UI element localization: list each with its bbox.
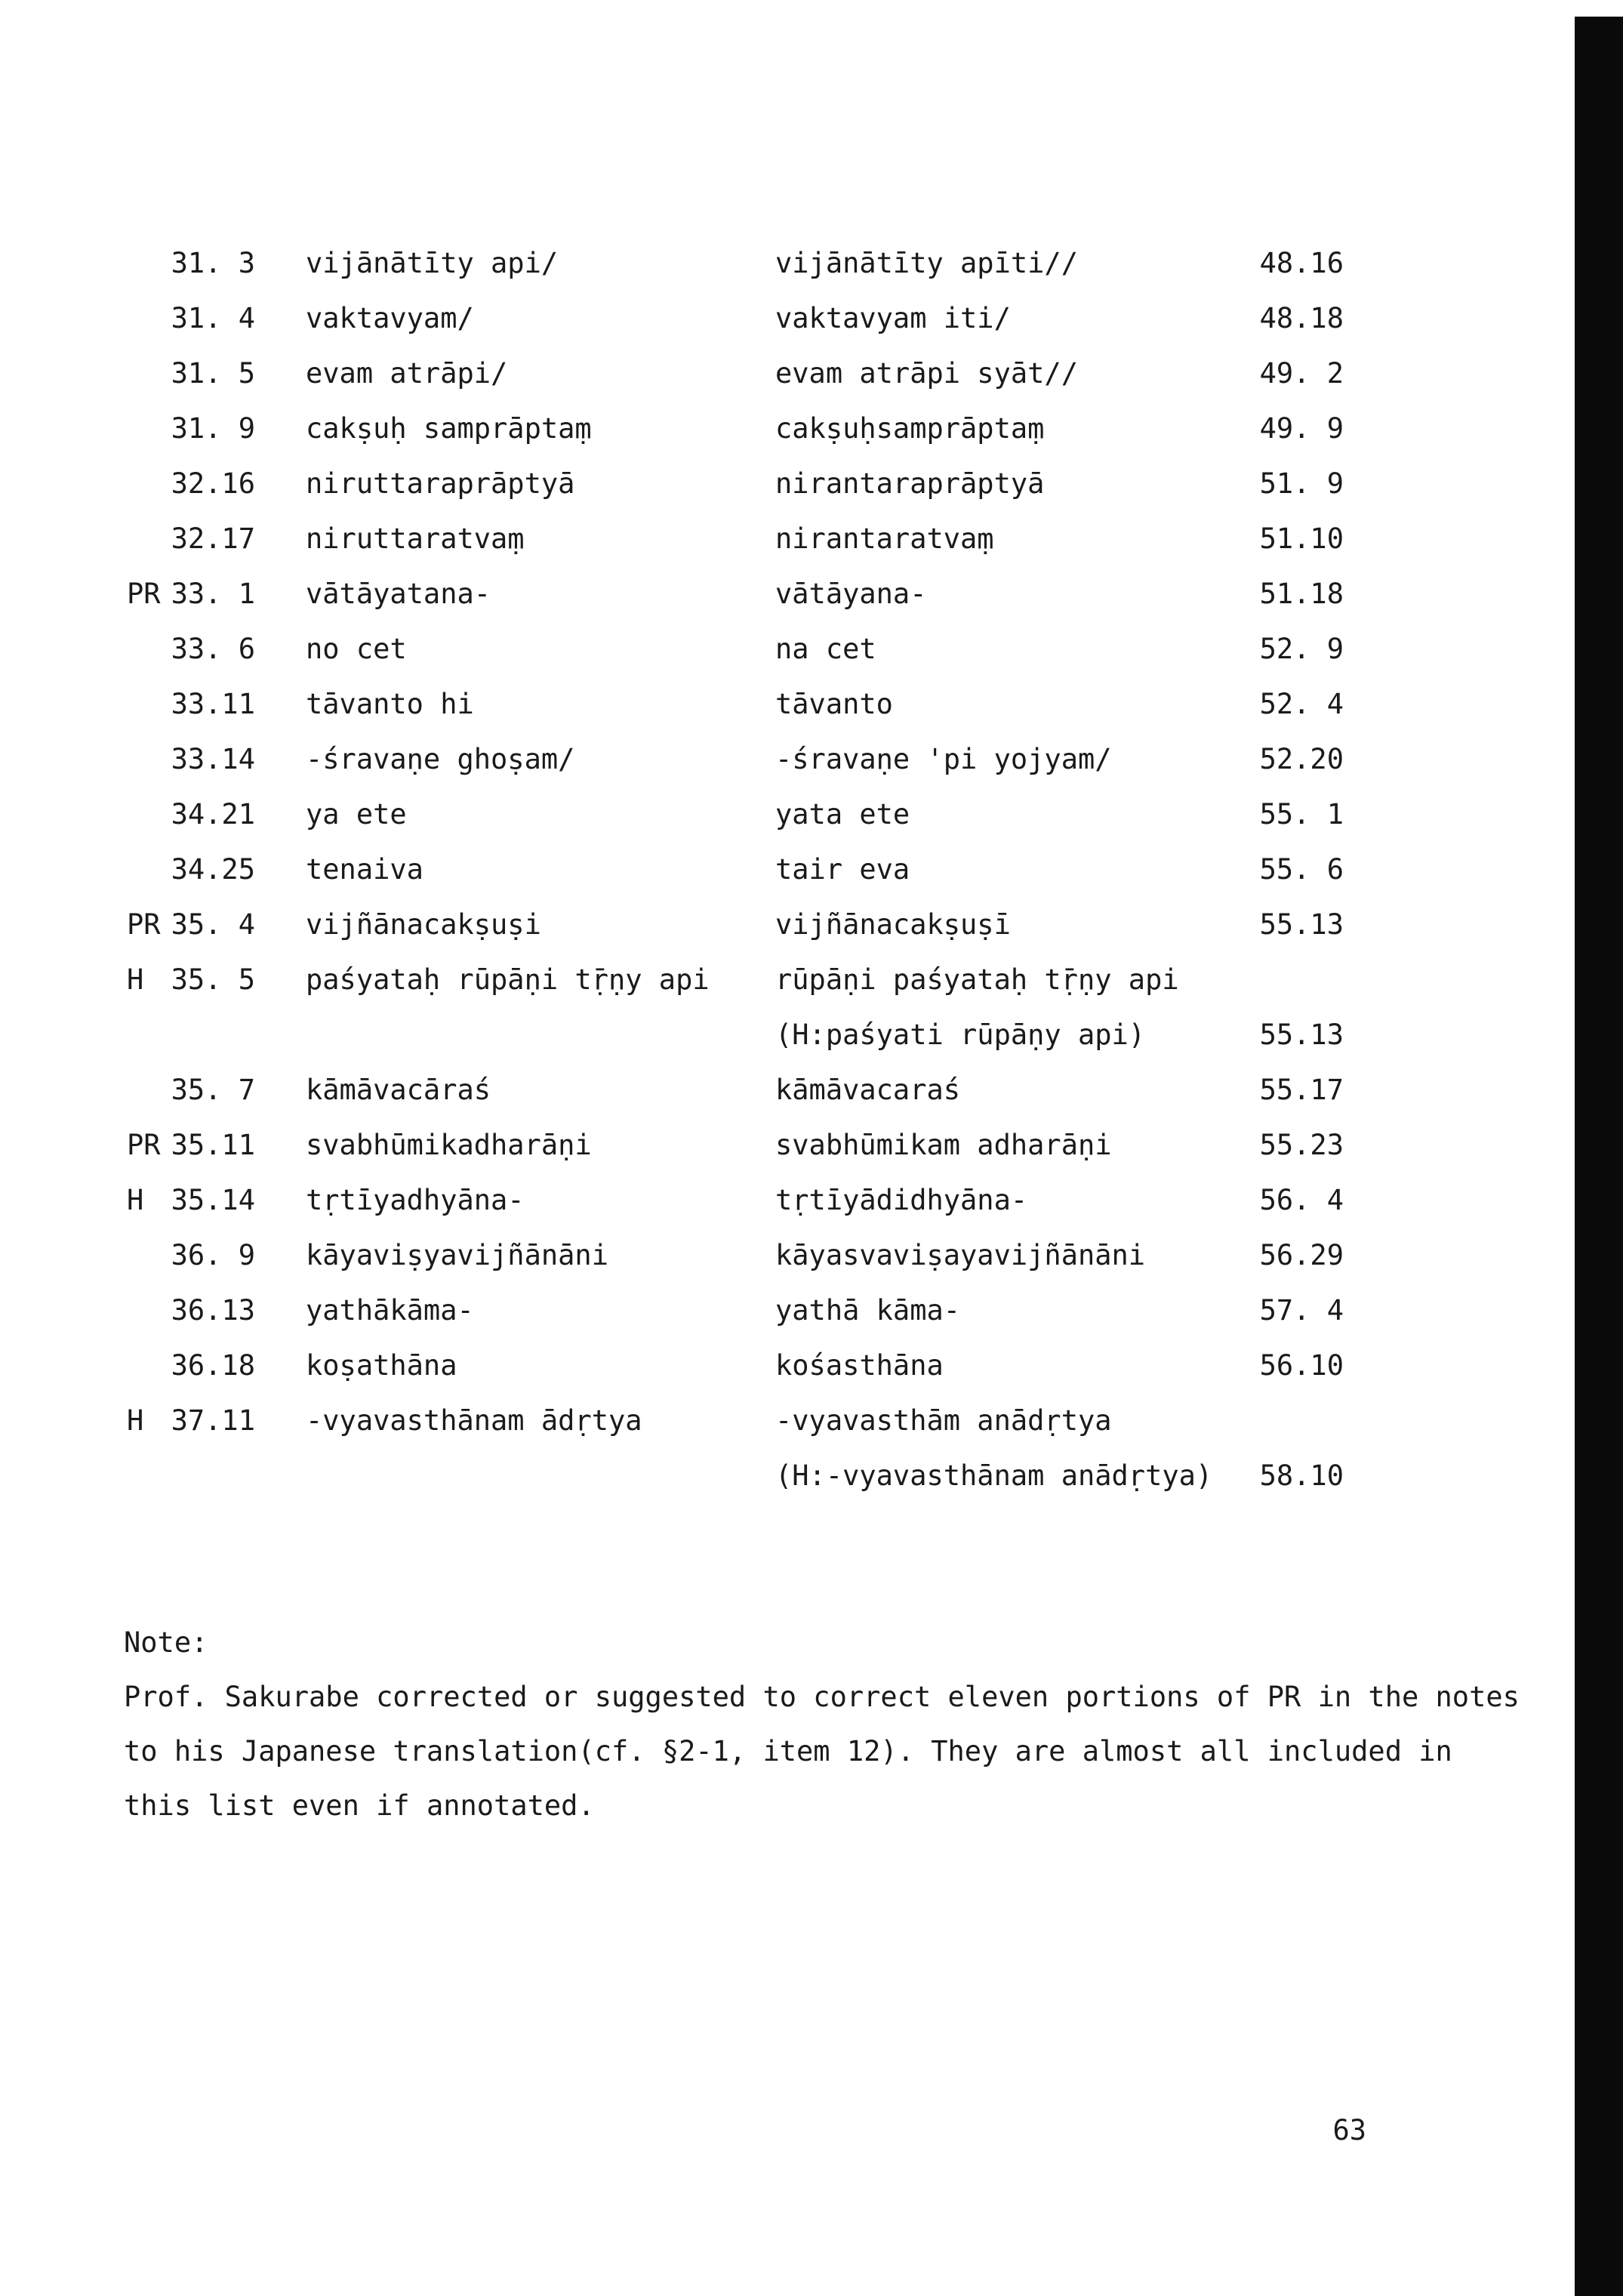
correction-table [0, 236, 1510, 1503]
original-reading: paśyataḥ rūpāṇi tṝṇy api [306, 963, 710, 996]
original-reading: no cet [306, 633, 407, 665]
line-reference: 33. 1 [171, 578, 255, 610]
original-reading: -śravaṇe ghoṣam/ [306, 743, 575, 775]
corrected-reading: kāyasvaviṣayavijñānāni [775, 1239, 1146, 1271]
corrected-reading: nirantaratvaṃ [775, 522, 994, 555]
table-row [0, 456, 1510, 511]
original-reading: yathākāma- [306, 1294, 474, 1327]
page-reference: 56. 4 [1259, 1184, 1344, 1216]
table-row [0, 787, 1510, 842]
table-row [0, 236, 1510, 291]
line-reference: 33.11 [171, 688, 255, 720]
table-row [0, 676, 1510, 732]
scan-edge-bar [1575, 17, 1623, 2296]
line-reference: 35.11 [171, 1129, 255, 1161]
source-tag: H [127, 963, 144, 996]
line-reference: 35. 7 [171, 1074, 255, 1106]
line-reference: 36. 9 [171, 1239, 255, 1271]
line-reference: 31. 4 [171, 302, 255, 334]
original-reading: ya ete [306, 798, 407, 831]
line-reference: 35.14 [171, 1184, 255, 1216]
page-reference: 49. 2 [1259, 357, 1344, 390]
corrected-reading: rūpāṇi paśyataḥ tṝṇy api [775, 963, 1179, 996]
original-reading: niruttaraprāptyā [306, 467, 575, 500]
original-reading: kāyaviṣyavijñānāni [306, 1239, 608, 1271]
corrected-reading: na cet [775, 633, 876, 665]
note-block [124, 1616, 1520, 1833]
page-reference: 55.13 [1259, 908, 1344, 941]
page-reference: 49. 9 [1259, 412, 1344, 445]
page-reference: 52. 9 [1259, 633, 1344, 665]
original-reading: -vyavasthānam ādṛtya [306, 1404, 642, 1437]
corrected-reading: tāvanto [775, 688, 893, 720]
line-reference: 31. 9 [171, 412, 255, 445]
page-reference: 56.29 [1259, 1239, 1344, 1271]
table-row [0, 732, 1510, 787]
table-row [0, 621, 1510, 676]
note-line: this list even if annotated. [124, 1789, 595, 1822]
page-reference: 55. 1 [1259, 798, 1344, 831]
table-row [0, 1448, 1510, 1503]
source-tag: H [127, 1404, 144, 1437]
note-heading: Note: [124, 1626, 208, 1659]
line-reference: 31. 3 [171, 247, 255, 279]
table-row [0, 511, 1510, 566]
table-row [0, 1007, 1510, 1062]
table-row [0, 1062, 1510, 1117]
corrected-reading: yata ete [775, 798, 910, 831]
line-reference: 32.17 [171, 522, 255, 555]
original-reading: vijānātīty api/ [306, 247, 559, 279]
line-reference: 33. 6 [171, 633, 255, 665]
page-reference: 55.23 [1259, 1129, 1344, 1161]
corrected-reading: kāmāvacaraś [775, 1074, 961, 1106]
original-reading: tāvanto hi [306, 688, 474, 720]
table-row [0, 1338, 1510, 1393]
corrected-reading: tair eva [775, 853, 910, 886]
original-reading: koṣathāna [306, 1349, 457, 1382]
corrected-reading: -vyavasthām anādṛtya [775, 1404, 1112, 1437]
table-row [0, 291, 1510, 346]
page-reference: 51.10 [1259, 522, 1344, 555]
corrected-reading: nirantaraprāptyā [775, 467, 1045, 500]
original-reading: kāmāvacāraś [306, 1074, 491, 1106]
table-row [0, 401, 1510, 456]
corrected-reading: vātāyana- [775, 578, 927, 610]
line-reference: 32.16 [171, 467, 255, 500]
line-reference: 31. 5 [171, 357, 255, 390]
original-reading: vijñānacakṣuṣi [306, 908, 541, 941]
line-reference: 36.13 [171, 1294, 255, 1327]
line-reference: 34.21 [171, 798, 255, 831]
table-row [0, 952, 1510, 1007]
corrected-reading: yathā kāma- [775, 1294, 961, 1327]
page-reference: 48.16 [1259, 247, 1344, 279]
page-reference: 51.18 [1259, 578, 1344, 610]
original-reading: cakṣuḥ samprāptaṃ [306, 412, 592, 445]
corrected-reading: kośasthāna [775, 1349, 944, 1382]
original-reading: vaktavyam/ [306, 302, 474, 334]
page-reference: 55.13 [1259, 1019, 1344, 1051]
table-row [0, 1173, 1510, 1228]
corrected-reading: vijñānacakṣuṣī [775, 908, 1011, 941]
corrected-reading: vijānātīty apīti// [775, 247, 1078, 279]
corrected-reading: tṛtīyādidhyāna- [775, 1184, 1028, 1216]
table-row [0, 1117, 1510, 1173]
corrected-reading: (H:paśyati rūpāṇy api) [775, 1019, 1146, 1051]
page-reference: 55.17 [1259, 1074, 1344, 1106]
line-reference: 37.11 [171, 1404, 255, 1437]
original-reading: tenaiva [306, 853, 423, 886]
original-reading: tṛtīyadhyāna- [306, 1184, 525, 1216]
page-reference: 51. 9 [1259, 467, 1344, 500]
page-reference: 52. 4 [1259, 688, 1344, 720]
line-reference: 35. 5 [171, 963, 255, 996]
page-reference: 52.20 [1259, 743, 1344, 775]
source-tag: PR [127, 578, 161, 610]
corrected-reading: cakṣuḥsamprāptaṃ [775, 412, 1045, 445]
corrected-reading: evam atrāpi syāt// [775, 357, 1078, 390]
source-tag: PR [127, 1129, 161, 1161]
corrected-reading: (H:-vyavasthānam anādṛtya) [775, 1459, 1213, 1492]
corrected-reading: vaktavyam iti/ [775, 302, 1011, 334]
table-row [0, 346, 1510, 401]
table-row [0, 842, 1510, 897]
line-reference: 35. 4 [171, 908, 255, 941]
page-reference: 55. 6 [1259, 853, 1344, 886]
original-reading: evam atrāpi/ [306, 357, 508, 390]
source-tag: PR [127, 908, 161, 941]
page-reference: 56.10 [1259, 1349, 1344, 1382]
line-reference: 34.25 [171, 853, 255, 886]
corrected-reading: -śravaṇe 'pi yojyam/ [775, 743, 1112, 775]
page-reference: 48.18 [1259, 302, 1344, 334]
corrected-reading: svabhūmikam adharāṇi [775, 1129, 1112, 1161]
table-row [0, 897, 1510, 952]
original-reading: vātāyatana- [306, 578, 491, 610]
page-reference: 58.10 [1259, 1459, 1344, 1492]
table-row [0, 1283, 1510, 1338]
line-reference: 33.14 [171, 743, 255, 775]
note-line: to his Japanese translation(cf. §2-1, item 12). They are almost all included in [124, 1735, 1452, 1767]
original-reading: svabhūmikadharāṇi [306, 1129, 592, 1161]
table-row [0, 1393, 1510, 1448]
original-reading: niruttaratvaṃ [306, 522, 525, 555]
note-line: Prof. Sakurabe corrected or suggested to correct eleven portions of PR in the notes [124, 1681, 1520, 1713]
source-tag: H [127, 1184, 144, 1216]
page-reference: 57. 4 [1259, 1294, 1344, 1327]
table-row [0, 1228, 1510, 1283]
page-number: 63 [1332, 2114, 1366, 2147]
table-row [0, 566, 1510, 621]
line-reference: 36.18 [171, 1349, 255, 1382]
